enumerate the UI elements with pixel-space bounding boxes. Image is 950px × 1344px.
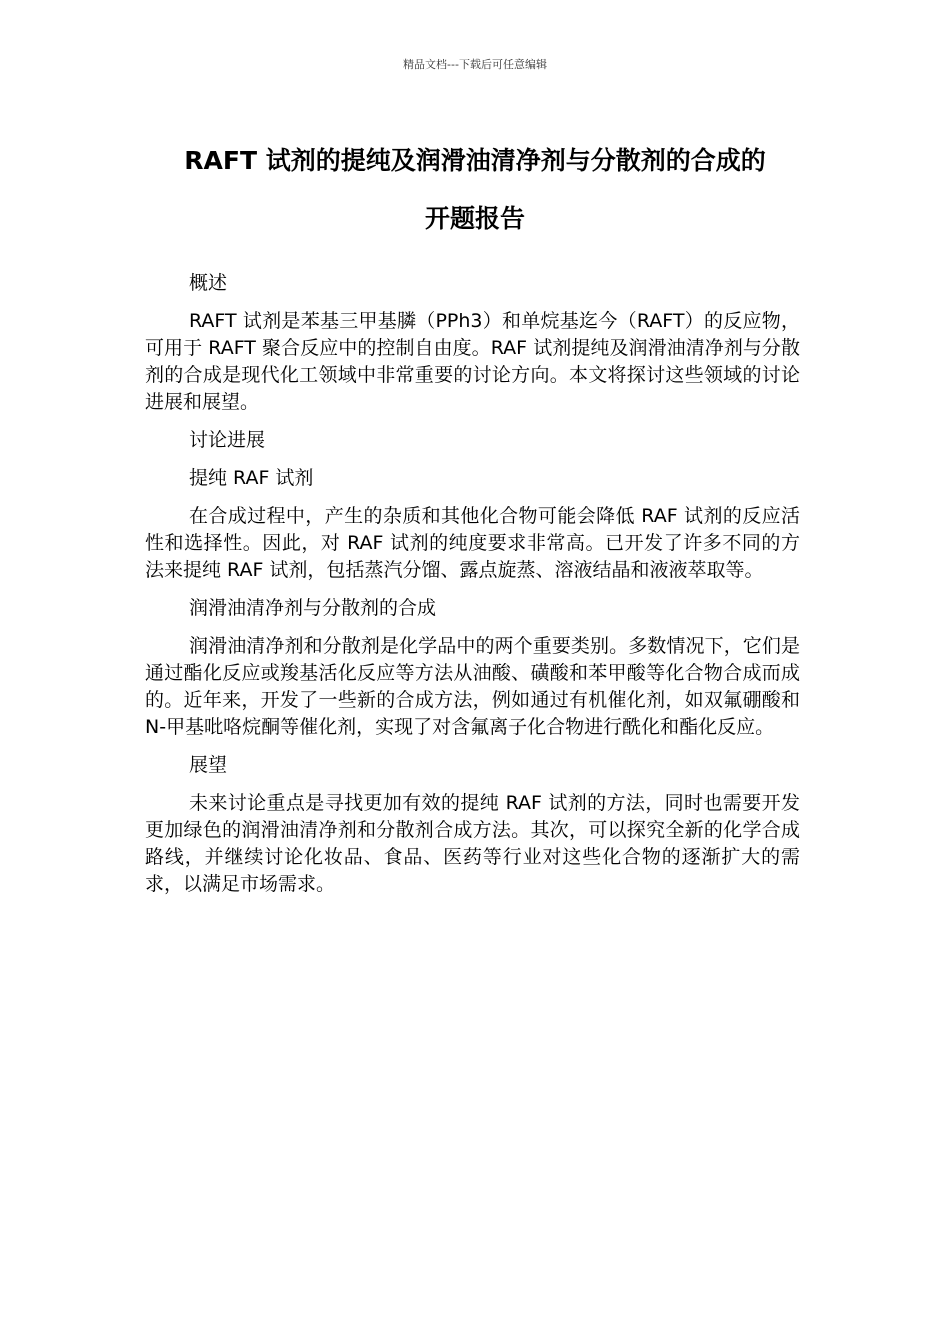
section-heading-progress: 讨论进展	[189, 429, 266, 451]
page-header-note: 精品文档---下载后可任意编辑	[403, 58, 547, 71]
paragraph-synthesis: 润滑油清净剂和分散剂是化学品中的两个重要类别。多数情况下，它们是通过酯化反应或羧基活化反应等方法从油酸、磺酸和苯甲酸等化合物合成而成的。近年来，开发了一些新的合成方法，例如通过有机催化剂，如双氟硼酸和 N-甲基吡咯烷酮等催化剂，实现了对含氟离子化合物进行酰化和酯化反应。	[145, 635, 800, 738]
paragraph-overview: RAFT 试剂是苯基三甲基膦（PPh3）和单烷基迄今（RAFT）的反应物，可用于 RAFT 聚合反应中的控制自由度。RAF 试剂提纯及润滑油清净剂与分散剂的合成是现代化工领域中非常重要的讨论方向。本文将探讨这些领域的讨论进展和展望。	[145, 310, 800, 413]
document-title	[100, 132, 850, 248]
paragraph-purification: 在合成过程中，产生的杂质和其他化合物可能会降低 RAF 试剂的反应活性和选择性。因此，对 RAF 试剂的纯度要求非常高。已开发了许多不同的方法来提纯 RAF 试剂，包括蒸汽分馏、露点旋蒸、溶液结晶和液液萃取等。	[145, 505, 800, 581]
title-line-1: RAFT 试剂的提纯及润滑油清净剂与分散剂的合成的	[184, 146, 766, 175]
section-heading-overview: 概述	[189, 272, 228, 294]
paragraph-outlook: 未来讨论重点是寻找更加有效的提纯 RAF 试剂的方法，同时也需要开发更加绿色的润滑油清净剂和分散剂合成方法。其次，可以探究全新的化学合成路线，并继续讨论化妆品、食品、医药等行业对这些化合物的逐渐扩大的需求，以满足市场需求。	[145, 792, 800, 895]
document-body	[145, 270, 800, 909]
section-heading-outlook: 展望	[189, 754, 228, 776]
title-line-2: 开题报告	[424, 204, 525, 233]
subsection-heading-synthesis: 润滑油清净剂与分散剂的合成	[189, 597, 437, 619]
subsection-heading-purification: 提纯 RAF 试剂	[189, 467, 314, 489]
